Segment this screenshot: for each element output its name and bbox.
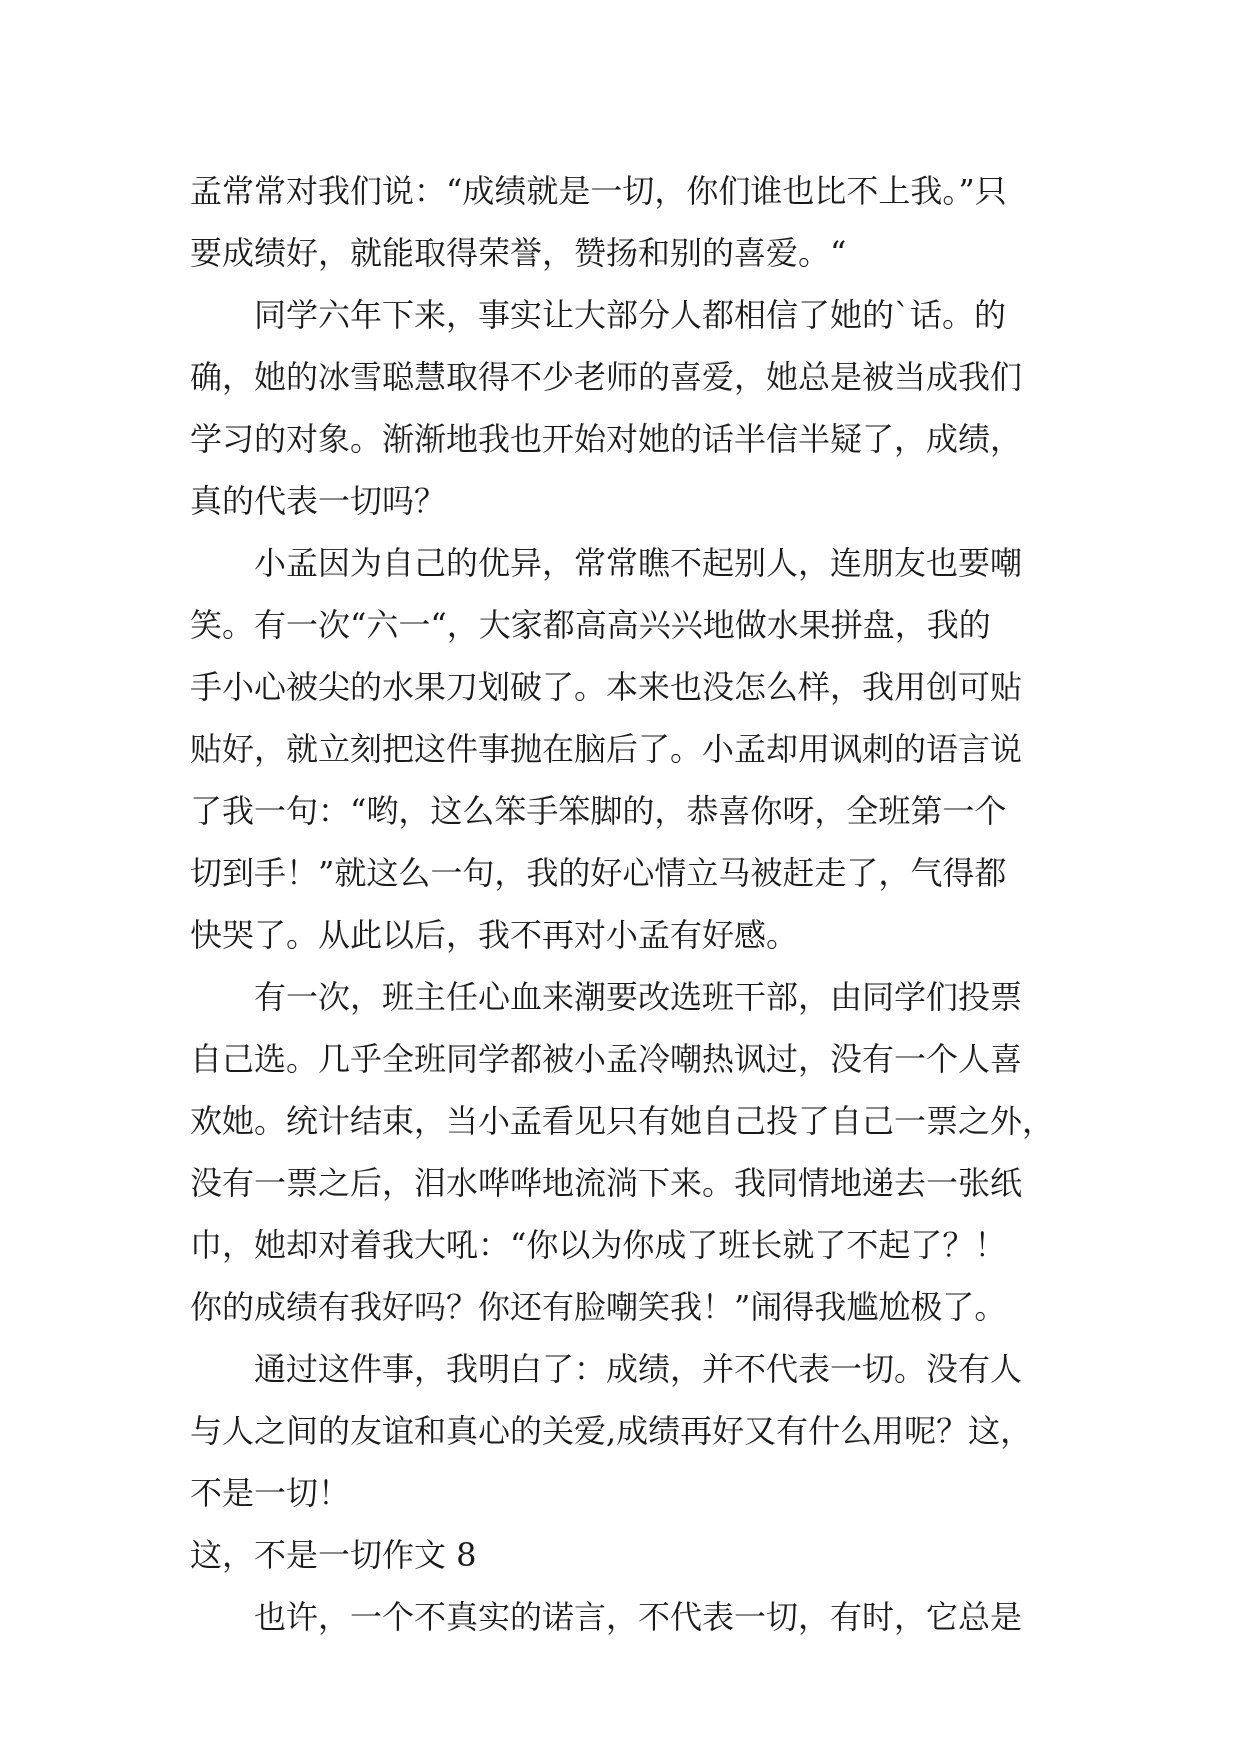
text-line: 自己选。几乎全班同学都被小孟冷嘲热讽过，没有一个人喜 [190,1040,1023,1078]
paragraph-start-line: 通过这件事，我明白了：成绩，并不代表一切。没有人 [254,1350,1023,1388]
paragraph-start-line: 也许，一个不真实的诺言，不代表一切，有时，它总是 [254,1598,1023,1636]
text-line: 快哭了。从此以后，我不再对小孟有好感。 [190,916,799,954]
text-line: 笑。有一次“六一“，大家都高高兴兴地做水果拼盘，我的 [190,606,991,644]
document-body [190,160,1070,1648]
text-line: 确，她的冰雪聪慧取得不少老师的喜爱，她总是被当成我们 [190,358,1023,396]
text-line: 不是一切！ [190,1474,351,1512]
text-line: 学习的对象。渐渐地我也开始对她的话半信半疑了，成绩， [190,420,1023,458]
text-line: 要成绩好，就能取得荣誉，赞扬和别的喜爱。“ [190,234,847,272]
text-line: 真的代表一切吗？ [190,482,447,520]
paragraph-start-line: 同学六年下来，事实让大部分人都相信了她的`话。的 [254,296,1007,334]
text-line: 巾，她却对着我大吼：“你以为你成了班长就了不起了？！ [190,1226,1007,1264]
text-line: 手小心被尖的水果刀划破了。本来也没怎么样，我用创可贴 [190,668,1023,706]
text-line: 了我一句：“哟，这么笨手笨脚的，恭喜你呀，全班第一个 [190,792,1007,830]
section-title: 这，不是一切作文 8 [190,1536,477,1574]
text-line: 贴好，就立刻把这件事抛在脑后了。小孟却用讽刺的语言说 [190,730,1023,768]
text-line: 没有一票之后，泪水哗哗地流淌下来。我同情地递去一张纸 [190,1164,1023,1202]
text-line: 与人之间的友谊和真心的关爱,成绩再好又有什么用呢？这， [190,1412,1033,1450]
paragraph-start-line: 小孟因为自己的优异，常常瞧不起别人，连朋友也要嘲 [254,544,1023,582]
text-line: 孟常常对我们说：“成绩就是一切，你们谁也比不上我。”只 [190,172,1007,210]
text-line: 你的成绩有我好吗？你还有脸嘲笑我！”闹得我尴尬极了。 [190,1288,1007,1326]
text-line: 欢她。统计结束，当小孟看见只有她自己投了自己一票之外， [190,1102,1055,1140]
paragraph-start-line: 有一次，班主任心血来潮要改选班干部，由同学们投票 [254,978,1023,1016]
text-line: 切到手！”就这么一句，我的好心情立马被赶走了，气得都 [190,854,1007,892]
